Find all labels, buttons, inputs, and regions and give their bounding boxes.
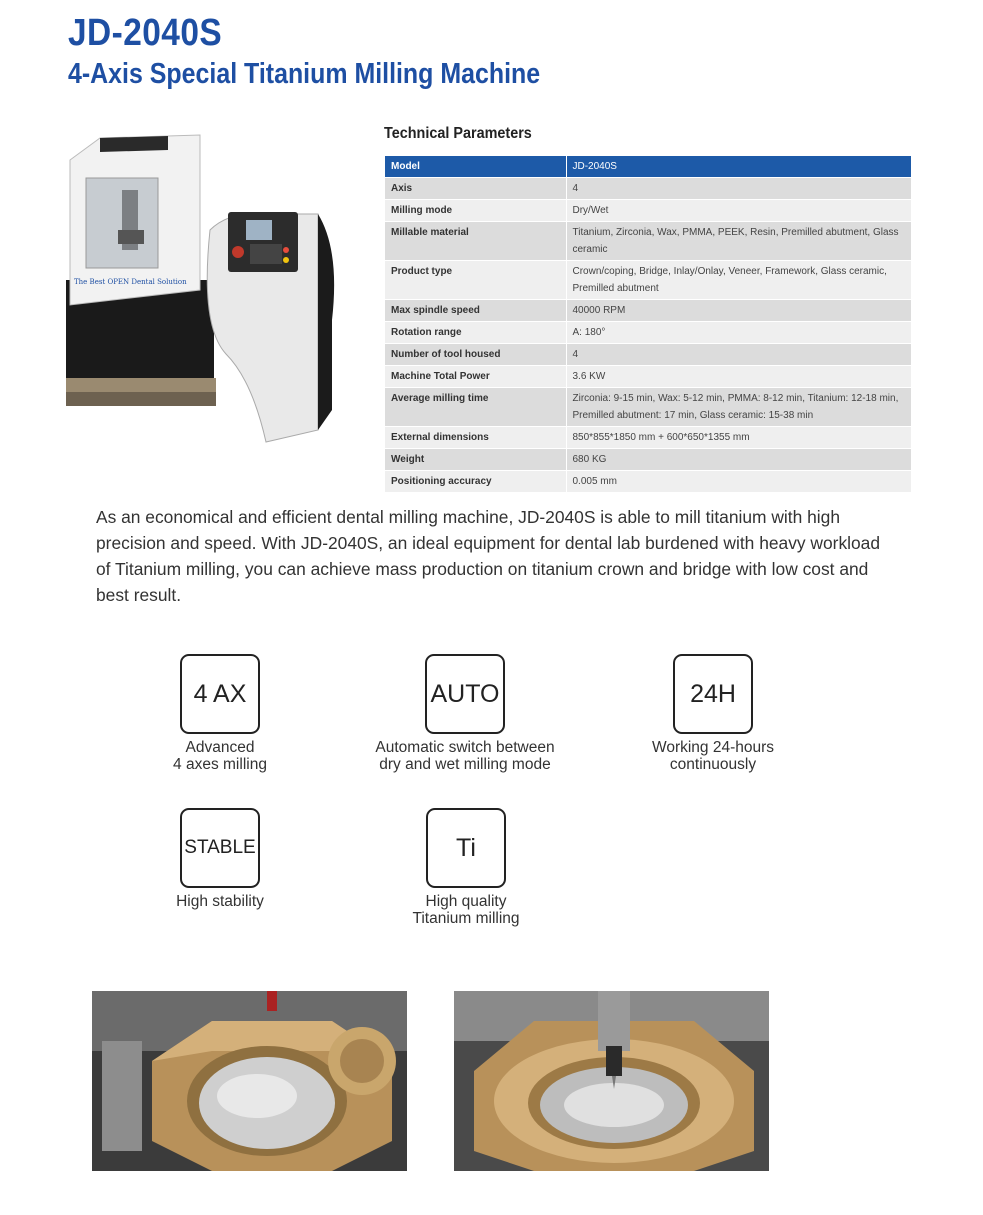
spec-key: Model [385, 156, 566, 178]
spec-value: 4 [566, 178, 911, 200]
spec-table [385, 156, 911, 493]
feature-caption: High quality Titanium milling [412, 893, 520, 927]
machine-label: The Best OPEN Dental Solution [74, 278, 187, 286]
spec-value: Crown/coping, Bridge, Inlay/Onlay, Veneer, Framework, Glass ceramic, Premilled abutment [566, 261, 911, 300]
feature-caption: High stability [176, 893, 264, 910]
spec-value: 4 [566, 344, 911, 366]
feature-titanium [356, 808, 576, 927]
spec-key: External dimensions [385, 427, 566, 449]
spec-key: Rotation range [385, 322, 566, 344]
spec-row [385, 366, 911, 388]
feature-4-axis [110, 654, 330, 773]
page-subtitle: 4-Axis Special Titanium Milling Machine [68, 58, 541, 90]
spec-key: Average milling time [385, 388, 566, 427]
feature-caption: Working 24-hours continuously [651, 739, 775, 773]
feature-stable [110, 808, 330, 910]
spec-value: 850*855*1850 mm + 600*650*1355 mm [566, 427, 911, 449]
spec-key: Millable material [385, 222, 566, 261]
spec-row [385, 344, 911, 366]
feature-caption: Advanced 4 axes milling [173, 739, 267, 773]
milling-fixture-photo-right [454, 991, 769, 1171]
feature-caption: Automatic switch between dry and wet milling mode [375, 739, 555, 773]
spec-value: 0.005 mm [566, 471, 911, 493]
spec-row [385, 222, 911, 261]
description-paragraph: As an economical and efficient dental milling machine, JD-2040S is able to mill titanium with high precision and speed. With JD-2040S, an ideal equipment for dental lab burdened with heavy workload of Titanium milling, you can achieve mass production on titanium crown and bridge with low cost and best result. [96, 507, 881, 605]
spec-key: Number of tool housed [385, 344, 566, 366]
spec-value: Titanium, Zirconia, Wax, PMMA, PEEK, Resin, Premilled abutment, Glass ceramic [566, 222, 911, 261]
spec-key: Machine Total Power [385, 366, 566, 388]
spec-row [385, 156, 911, 178]
spec-row [385, 261, 911, 300]
feature-24h-icon: 24H [673, 654, 753, 734]
spec-value: 3.6 KW [566, 366, 911, 388]
technical-parameters-heading: Technical Parameters [384, 125, 532, 142]
milling-fixture-photo-left [92, 991, 407, 1171]
spec-row [385, 200, 911, 222]
page-title: JD-2040S [68, 12, 223, 54]
spec-row [385, 322, 911, 344]
spec-row [385, 471, 911, 493]
spec-key: Positioning accuracy [385, 471, 566, 493]
spec-key: Product type [385, 261, 566, 300]
machine-illustration [60, 130, 350, 450]
spec-key: Weight [385, 449, 566, 471]
feature-auto [355, 654, 575, 773]
spec-key: Max spindle speed [385, 300, 566, 322]
feature-stable-icon: STABLE [180, 808, 260, 888]
spec-key: Axis [385, 178, 566, 200]
spec-row [385, 427, 911, 449]
spec-value: A: 180° [566, 322, 911, 344]
spec-value: Zirconia: 9-15 min, Wax: 5-12 min, PMMA: 8-12 min, Titanium: 12-18 min, Premilled abutment: 17 min, Glass ceramic: 15-38 min [566, 388, 911, 427]
spec-row [385, 178, 911, 200]
spec-row [385, 300, 911, 322]
spec-value: 680 KG [566, 449, 911, 471]
spec-key: Milling mode [385, 200, 566, 222]
feature-4-axis-icon: 4 AX [180, 654, 260, 734]
spec-value: Dry/Wet [566, 200, 911, 222]
feature-auto-icon: AUTO [425, 654, 505, 734]
feature-24h [603, 654, 823, 773]
spec-value: 40000 RPM [566, 300, 911, 322]
spec-value: JD-2040S [566, 156, 911, 178]
spec-row [385, 449, 911, 471]
feature-titanium-icon: Ti [426, 808, 506, 888]
spec-row [385, 388, 911, 427]
